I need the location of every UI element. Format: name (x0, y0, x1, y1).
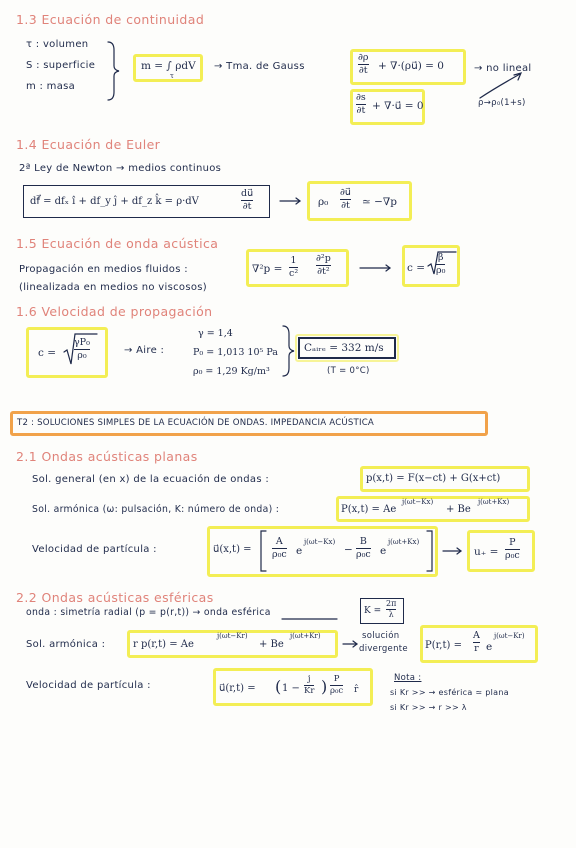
particle-velocity-b-den: ρ₀c (356, 548, 371, 560)
euler-rhs: ≃ −∇p (362, 196, 397, 208)
spherical-harmonic-a-exp: j(ωt−Kr) (217, 632, 248, 640)
harmonic-solution-a-exp: j(ωt−Kx) (402, 498, 434, 506)
sound-speed-num: β (437, 252, 444, 263)
spherical-wave-desc: onda : simetría radial (p = p(r,t)) → onda esférica (26, 607, 271, 618)
spherical-velocity-label: Velocidad de partícula : (26, 680, 151, 691)
sound-speed-lhs: c = (407, 262, 426, 274)
spherical-velocity-lhs: u⃗(r,t) = (219, 683, 256, 694)
air-label: → Aire : (124, 345, 165, 356)
spherical-harmonic-b-exp: j(ωt+Kr) (290, 632, 321, 640)
particle-velocity-a-e: e (296, 545, 303, 557)
particle-velocity-a-den: ρ₀c (272, 548, 287, 560)
euler-differential: df⃗ = dfₓ î + df_y ĵ + df_z k̂ = ρ·dV (30, 196, 199, 207)
spherical-velocity-j-den: Kr (304, 685, 315, 696)
note-2: si Kr >> → r >> λ (390, 703, 467, 712)
divergent-solution-2: divergente (359, 644, 408, 654)
variables-brace (108, 42, 119, 100)
spherical-harmonic-label: Sol. armónica : (26, 639, 106, 650)
section-1-6-title: 1.6 Velocidad de propagación (16, 304, 213, 319)
particle-velocity-b-exp: j(ωt+Kx) (388, 538, 420, 546)
wave-desc-2: (linealizada en medios no viscosos) (19, 282, 207, 293)
spherical-velocity-paren-close: ) (321, 677, 328, 696)
propagation-speed-den: ρ₀ (77, 349, 87, 361)
divergent-solution-1: solución (362, 631, 400, 641)
divergent-solution-exp: j(ωt−Kr) (494, 632, 525, 640)
particle-velocity-ratio-den: ρ₀c (505, 549, 520, 561)
general-solution: p(x,t) = F(x−ct) + G(x+ct) (366, 473, 501, 484)
particle-velocity-b-e: e (380, 545, 387, 557)
euler-den: ∂t (341, 199, 350, 211)
linear-continuity-den: ∂t (356, 104, 366, 116)
nonlinear-note: → no lineal (474, 63, 532, 74)
particle-velocity-minus: − (344, 544, 353, 556)
spherical-velocity-paren-open: ( (275, 677, 282, 696)
sound-speed-sqrt (428, 252, 456, 274)
particle-velocity-lhs: u⃗(x,t) = (213, 544, 252, 555)
spherical-velocity-unit-vector: r̂ (354, 685, 359, 695)
topic-2-title: T2 : SOLUCIONES SIMPLES DE LA ECUACIÓN DE ONDAS. IMPEDANCIA ACÚSTICA (17, 418, 375, 428)
note-1: si Kr >> → esférica ≃ plana (390, 688, 509, 697)
section-1-3-title: 1.3 Ecuación de continuidad (16, 12, 205, 27)
spherical-harmonic-b: + Be (259, 639, 284, 650)
divergent-solution-lhs: P(r,t) = (425, 640, 462, 651)
newton-law: 2ª Ley de Newton → medios continuos (19, 163, 222, 174)
divergent-solution-den: r (474, 642, 479, 654)
particle-velocity-a-exp: j(ωt−Kx) (304, 538, 336, 546)
euler-rho: ρ₀ (318, 196, 329, 208)
particle-velocity-ratio-num: P (509, 537, 516, 548)
var-mass: m : masa (26, 81, 76, 92)
air-temperature: (T = 0°C) (327, 366, 370, 376)
section-1-5-title: 1.5 Ecuación de onda acústica (16, 236, 219, 251)
section-2-1-title: 2.1 Ondas acústicas planas (16, 449, 198, 464)
mass-integral: m = ∫ ρdV (141, 60, 196, 72)
harmonic-solution-label: Sol. armónica (ω: pulsación, K: número de onda) : (32, 504, 280, 515)
spherical-harmonic-a: r p(r,t) = Ae (133, 639, 194, 650)
particle-velocity-a-num: A (275, 536, 283, 547)
gauss-theorem: → Tma. de Gauss (214, 61, 305, 72)
divergent-solution-num: A (473, 630, 480, 641)
var-surface: S : superficie (26, 60, 96, 71)
wave-eq-den-2: ∂t² (317, 265, 330, 277)
air-density: ρ₀ = 1,29 Kg/m³ (193, 366, 270, 377)
mass-integral-subscript: τ (170, 72, 174, 80)
harmonic-solution-a: P(x,t) = Ae (341, 504, 397, 515)
euler-num: ∂u⃗ (340, 187, 351, 198)
wave-eq-num-2: ∂²p (316, 253, 331, 264)
air-pressure: P₀ = 1,013 10⁵ Pa (193, 347, 278, 358)
section-2-2-title: 2.2 Ondas acústicas esféricas (16, 590, 214, 605)
wave-eq-den-1: c² (289, 267, 299, 279)
propagation-speed-sqrt (64, 334, 97, 364)
wavenumber-lhs: K = (364, 606, 382, 616)
wavenumber-den: λ (388, 610, 394, 620)
continuity-eq-den: ∂t (358, 64, 368, 76)
propagation-speed-num: γP₀ (74, 337, 90, 348)
continuity-eq-num: ∂ρ (358, 52, 369, 63)
general-solution-label: Sol. general (en x) de la ecuación de ondas : (32, 474, 270, 485)
particle-velocity-label: Velocidad de partícula : (32, 544, 157, 555)
nonlinear-arrow (480, 74, 520, 98)
linear-continuity-rest: + ∇·u⃗ = 0 (372, 100, 424, 112)
wave-desc-1: Propagación en medios fluidos : (19, 264, 188, 275)
spherical-velocity-one: 1 − (282, 683, 300, 694)
velocity-bracket-left (261, 531, 266, 571)
sound-speed-den: ρ₀ (436, 264, 446, 276)
euler-differential-den: ∂t (242, 200, 252, 212)
wave-eq-lhs: ∇²p = (252, 263, 283, 275)
propagation-speed-lhs: c = (38, 347, 57, 359)
harmonic-solution-b-exp: j(ωt+Kx) (478, 498, 510, 506)
continuity-eq-rest: + ∇·(ρu⃗) = 0 (378, 60, 444, 72)
particle-velocity-ratio-lhs: u₊ = (474, 546, 499, 558)
velocity-bracket-right (427, 531, 432, 571)
wave-eq-num-1: 1 (290, 255, 297, 266)
wavenumber-num: 2π (386, 599, 397, 608)
linear-continuity-num: ∂s (356, 92, 366, 103)
linearization-note: ρ→ρ₀(1+s) (478, 98, 526, 108)
section-1-4-title: 1.4 Ecuación de Euler (16, 137, 161, 152)
air-gamma: γ = 1,4 (198, 328, 233, 339)
var-volume: τ : volumen (26, 39, 89, 50)
particle-velocity-b-num: B (359, 536, 367, 547)
spherical-velocity-j-num: j (307, 674, 311, 684)
note-title: Nota : (394, 673, 422, 683)
euler-differential-num: du⃗ (241, 188, 254, 199)
divergent-solution-e: e (486, 641, 493, 653)
spherical-velocity-p-num: P (333, 674, 340, 684)
air-brace (283, 326, 294, 376)
air-speed: Cₐᵢᵣₑ = 332 m/s (304, 342, 384, 354)
spherical-velocity-p-den: ρ₀c (330, 685, 344, 696)
harmonic-solution-b: + Be (446, 504, 471, 515)
